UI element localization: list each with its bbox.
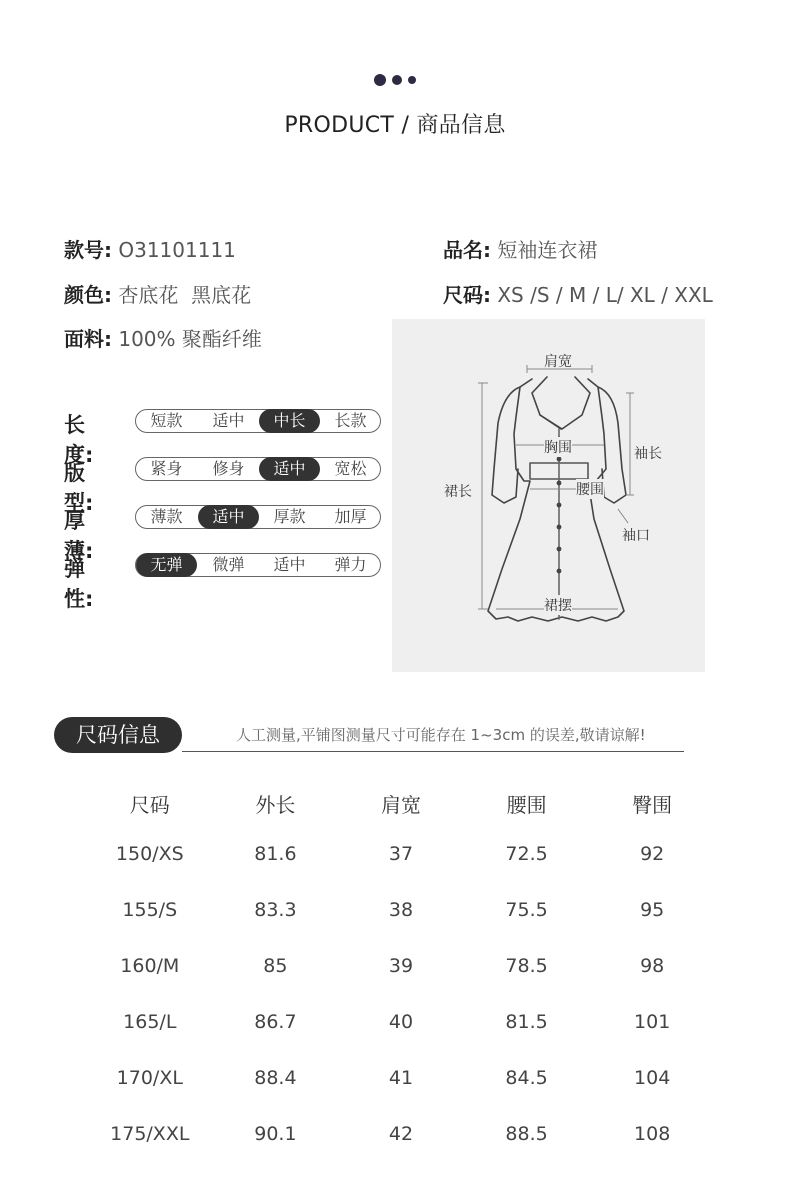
table-cell: 175/XXL [110, 1123, 190, 1145]
length-option[interactable]: 短款 [150, 411, 183, 430]
page-title: PRODUCT / 商品信息 [284, 113, 506, 138]
table-cell: 88.4 [254, 1067, 297, 1089]
fabric-value: 100% 聚酯纤维 [118, 327, 262, 351]
table-cell: 39 [388, 955, 414, 977]
table-row [87, 994, 715, 1050]
fit-option[interactable]: 紧身 [150, 459, 183, 478]
table-cell: 160/M [120, 955, 180, 977]
length-label: 长度: [64, 413, 94, 467]
column-header: 肩宽 [380, 792, 421, 817]
table-cell: 72.5 [505, 843, 548, 865]
product-name-label: 品名: [443, 238, 491, 262]
table-row [87, 1050, 715, 1106]
length-selector [135, 409, 381, 433]
table-cell: 75.5 [505, 899, 548, 921]
table-cell: 95 [640, 899, 665, 921]
color-info [64, 279, 251, 308]
table-cell: 40 [388, 1011, 414, 1033]
fit-selector [135, 457, 381, 481]
thickness-selector [135, 505, 381, 529]
table-cell: 83.3 [254, 899, 297, 921]
fit-label: 版型: [64, 461, 94, 515]
product-name [443, 234, 597, 263]
table-cell: 101 [634, 1011, 671, 1033]
fabric-label: 面料: [64, 327, 112, 351]
table-cell: 90.1 [254, 1123, 297, 1145]
table-cell: 85 [263, 955, 288, 977]
table-row [87, 882, 715, 938]
table-cell: 165/L [123, 1011, 177, 1033]
table-cell: 81.6 [254, 843, 297, 865]
size-table [87, 780, 715, 1162]
table-cell: 86.7 [254, 1011, 297, 1033]
size-value: XS /S / M / L/ XL / XXL [497, 283, 713, 307]
table-cell: 41 [388, 1067, 414, 1089]
shoulder-label: 肩宽 [544, 354, 572, 370]
size-section-title: 尺码信息 [54, 717, 182, 753]
table-row [87, 1106, 715, 1162]
style-number [64, 234, 236, 263]
table-cell: 88.5 [505, 1123, 548, 1145]
size-info [443, 279, 713, 308]
table-cell: 155/S [122, 899, 178, 921]
table-row [87, 826, 715, 882]
fit-option-selected[interactable]: 适中 [259, 457, 320, 481]
table-cell: 84.5 [505, 1067, 548, 1089]
dot-icon [392, 75, 402, 85]
table-cell: 37 [388, 843, 414, 865]
dress-outline-icon [392, 319, 705, 672]
elasticity-option[interactable]: 微弹 [212, 555, 245, 574]
dot-icon [408, 76, 416, 84]
chest-label: 胸围 [544, 437, 572, 457]
decorative-dots [374, 74, 420, 88]
style-number-value: O31101111 [118, 238, 236, 262]
column-header: 外长 [255, 792, 296, 817]
thickness-option[interactable]: 厚款 [273, 507, 306, 526]
table-cell: 38 [388, 899, 414, 921]
table-cell: 42 [388, 1123, 414, 1145]
table-header-row [87, 780, 715, 826]
sleeve-length-label: 袖长 [634, 446, 662, 462]
table-cell: 170/XL [116, 1067, 183, 1089]
table-cell: 104 [634, 1067, 671, 1089]
waist-label: 腰围 [576, 479, 604, 499]
thickness-option[interactable]: 加厚 [334, 507, 367, 526]
table-cell: 81.5 [505, 1011, 548, 1033]
measurement-diagram [392, 319, 705, 672]
column-header: 臀围 [632, 792, 673, 817]
fit-option[interactable]: 修身 [212, 459, 245, 478]
column-header: 尺码 [129, 792, 170, 817]
length-option[interactable]: 适中 [212, 411, 245, 430]
length-option-selected[interactable]: 中长 [259, 409, 320, 433]
color-value: 杏底花 黑底花 [118, 283, 252, 307]
color-label: 颜色: [64, 283, 112, 307]
fit-option[interactable]: 宽松 [334, 459, 367, 478]
table-cell: 150/XS [115, 843, 184, 865]
elasticity-option[interactable]: 弹力 [334, 555, 367, 574]
fabric-info [64, 323, 262, 352]
table-cell: 78.5 [505, 955, 548, 977]
elasticity-option-selected[interactable]: 无弹 [136, 553, 197, 577]
dot-icon [374, 74, 386, 86]
section-divider [182, 751, 684, 752]
size-label: 尺码: [443, 283, 491, 307]
length-option[interactable]: 长款 [334, 411, 367, 430]
product-name-value: 短袖连衣裙 [497, 238, 598, 262]
table-cell: 108 [634, 1123, 671, 1145]
style-number-label: 款号: [64, 238, 112, 262]
elasticity-label: 弹性: [64, 557, 94, 611]
hem-label: 裙摆 [544, 595, 572, 615]
table-row [87, 938, 715, 994]
thickness-label: 厚薄: [64, 509, 94, 563]
elasticity-selector [135, 553, 381, 577]
measurement-note: 人工测量,平铺图测量尺寸可能存在 1~3cm 的误差,敬请谅解! [236, 726, 646, 744]
thickness-option[interactable]: 薄款 [150, 507, 183, 526]
elasticity-option[interactable]: 适中 [273, 555, 306, 574]
table-cell: 92 [640, 843, 665, 865]
thickness-option-selected[interactable]: 适中 [198, 505, 259, 529]
dress-length-label: 裙长 [444, 484, 472, 500]
table-cell: 98 [640, 955, 665, 977]
column-header: 腰围 [506, 792, 547, 817]
cuff-label: 袖口 [622, 528, 650, 544]
